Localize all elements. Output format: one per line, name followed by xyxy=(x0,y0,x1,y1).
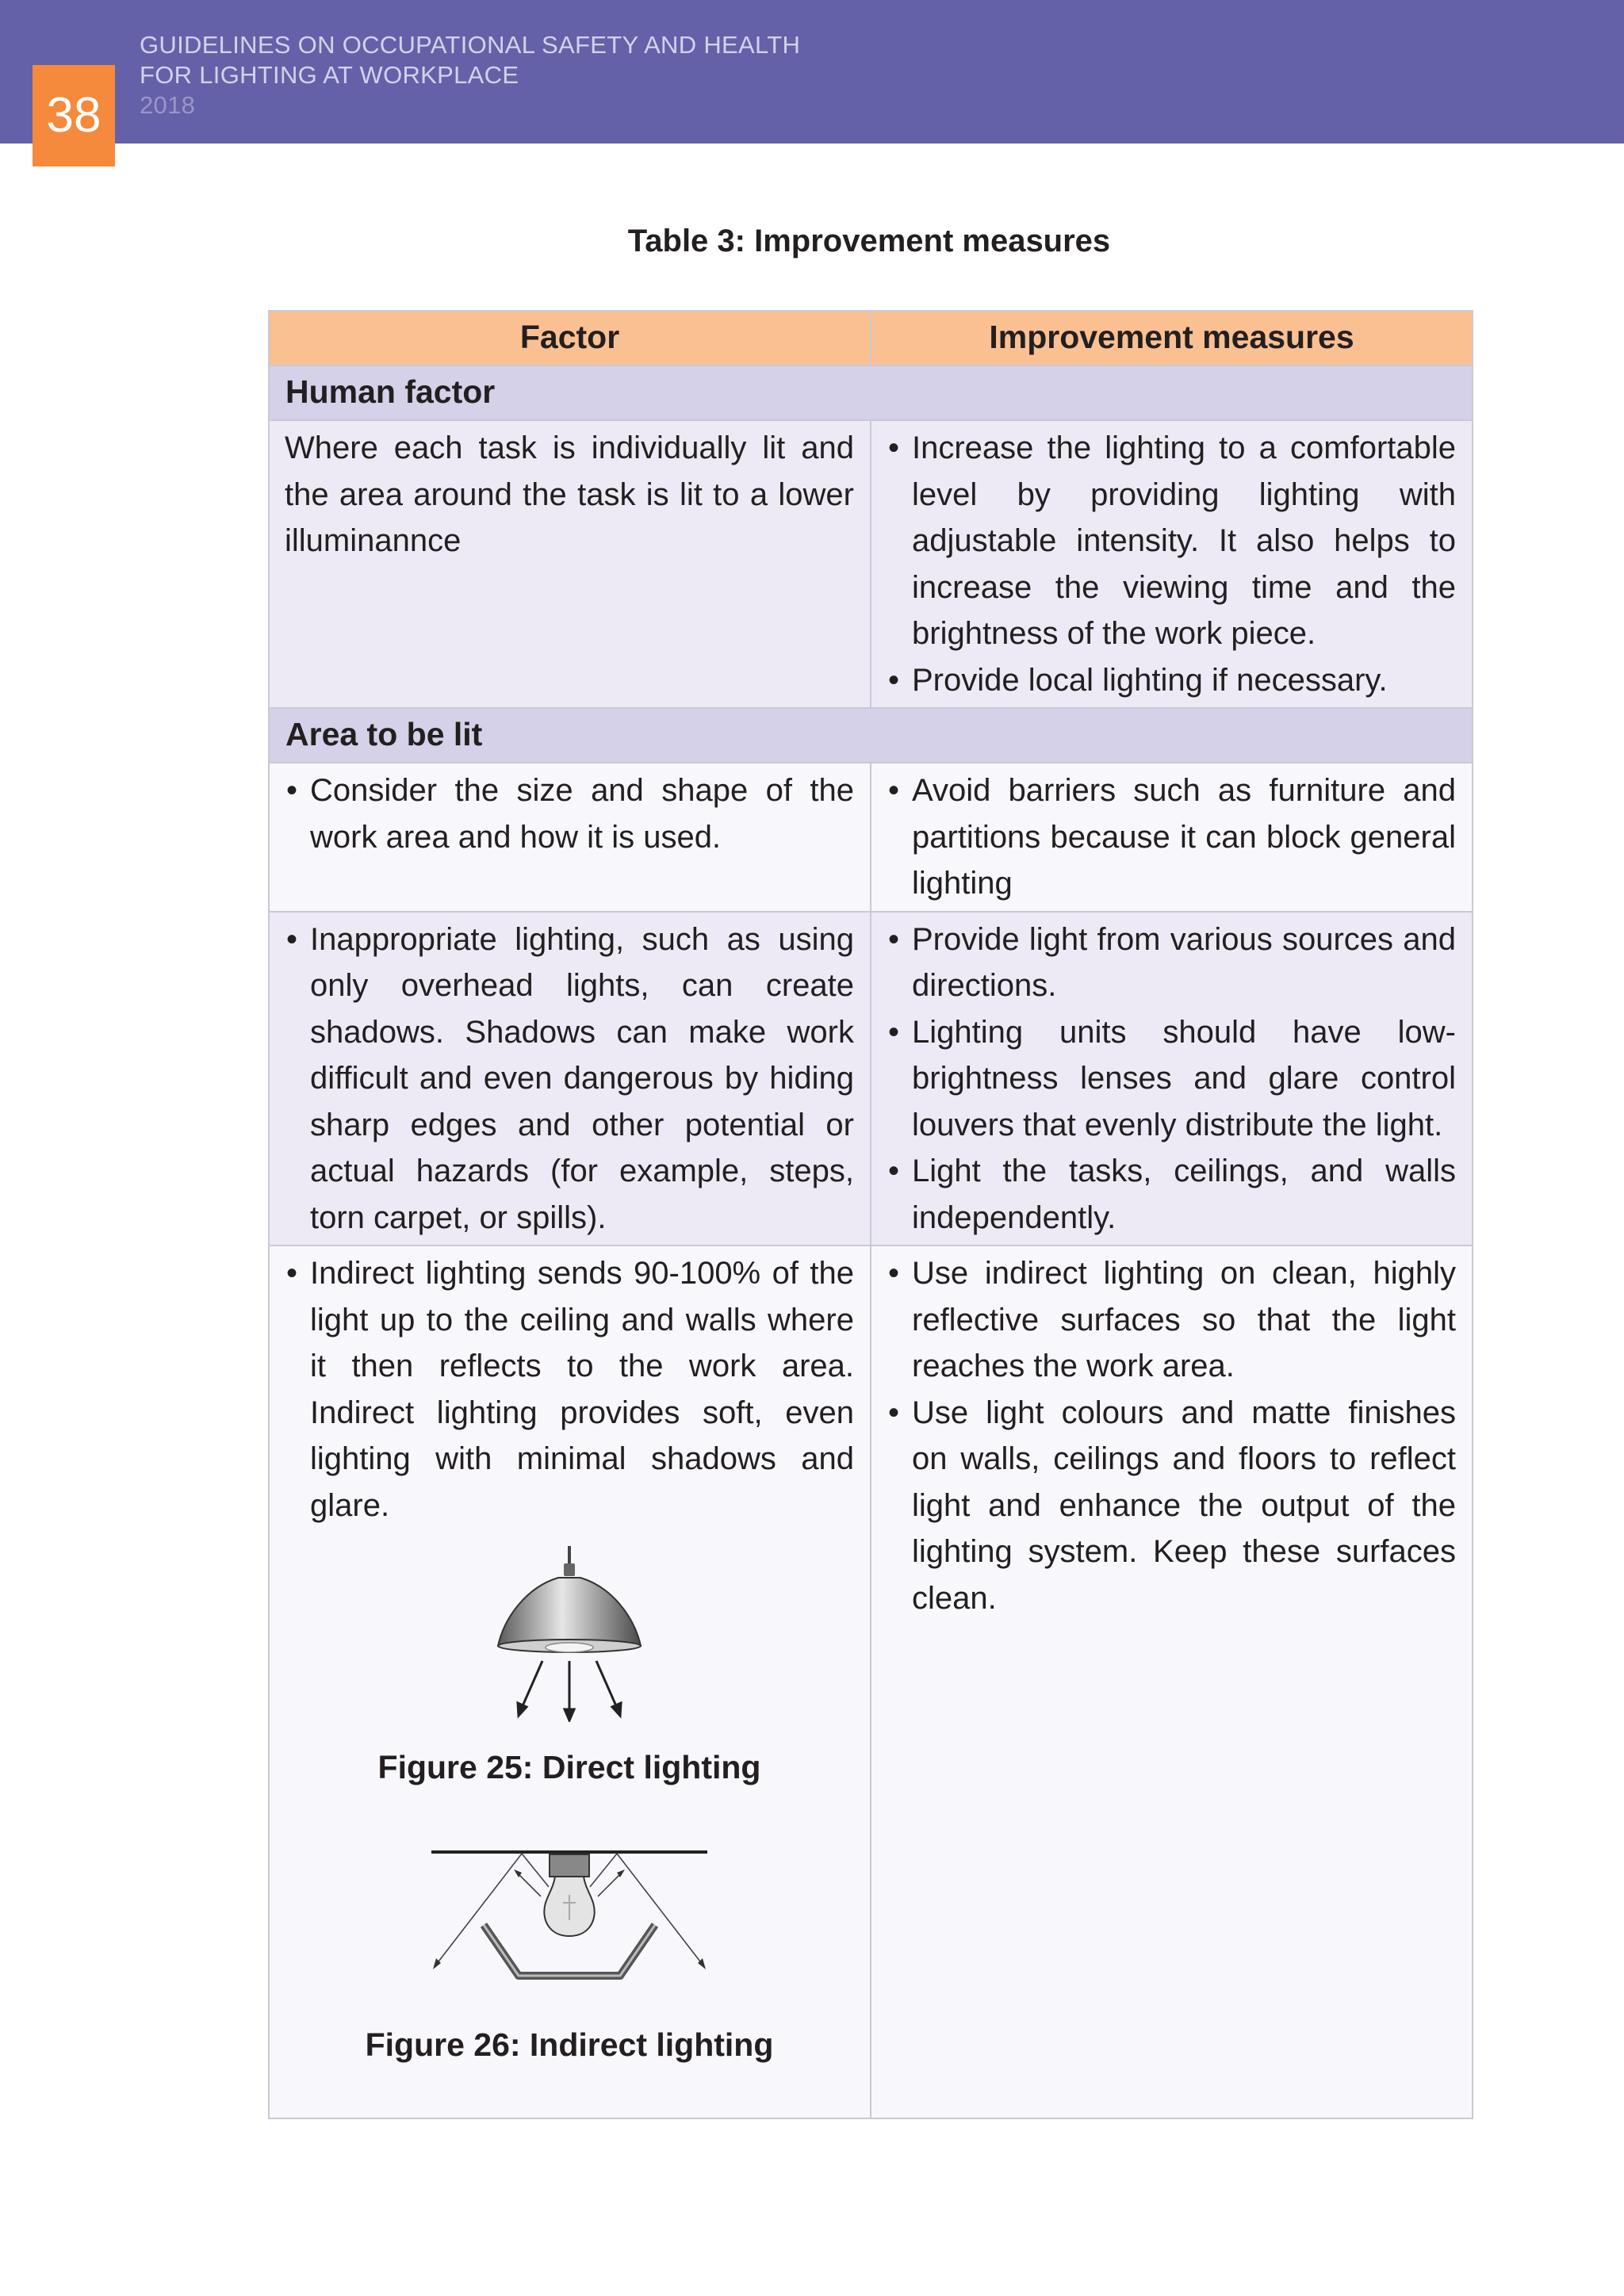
figure-direct-lighting xyxy=(285,1546,854,1790)
factor-cell xyxy=(269,763,871,912)
measures-cell xyxy=(871,912,1473,1246)
factor-item: • Inappropriate lighting, such as using only overhead lights, can create shadows. Shadows can make work difficult and even dangerous by hiding sharp edges and other potential or actual hazards (for example, steps, torn carpet, or spills). xyxy=(285,916,854,1242)
measures-cell xyxy=(871,763,1473,912)
measures-cell xyxy=(871,420,1473,708)
measure-item: • Increase the lighting to a comfortable level by providing lighting with adjustable intensity. It also helps to increase the viewing time and the brightness of the work piece. xyxy=(887,425,1456,657)
improvement-measures-table xyxy=(268,310,1473,2119)
document-year: 2018 xyxy=(140,91,196,119)
table-row xyxy=(269,912,1473,1246)
measure-item: • Avoid barriers such as furniture and partitions because it can block general lighting xyxy=(887,767,1456,907)
page-number: 38 xyxy=(33,65,115,166)
table-row xyxy=(269,1246,1473,2118)
figure-indirect-lighting xyxy=(285,1847,854,2068)
section-row-human-factor xyxy=(269,365,1473,420)
measure-item: • Use indirect lighting on clean, highly reflective surfaces so that the light reaches the work area. xyxy=(887,1250,1456,1390)
measure-item: • Light the tasks, ceilings, and walls independently. xyxy=(887,1148,1456,1241)
table-title: Table 3: Improvement measures xyxy=(627,224,1111,258)
factor-item: • Indirect lighting sends 90-100% of the light up to the ceiling and walls where it then reflects to the work area. Indirect lighting provides soft, even lighting with minimal shadows and glare. xyxy=(285,1250,854,1529)
figure-26-caption: Figure 26: Indirect lighting xyxy=(365,2026,774,2063)
figure-25-caption: Figure 25: Direct lighting xyxy=(377,1749,761,1785)
table-row xyxy=(269,763,1473,912)
column-header-measures: Improvement measures xyxy=(871,311,1473,365)
page-header xyxy=(0,0,1624,144)
table-header-row xyxy=(269,311,1473,365)
pendant-lamp-direct-light-icon xyxy=(495,1546,644,1722)
bulb-reflector-indirect-light-icon xyxy=(430,1847,709,1988)
document-title xyxy=(140,30,800,121)
document-title-line2: FOR LIGHTING AT WORKPLACE xyxy=(140,61,519,89)
section-label: Area to be lit xyxy=(269,708,1473,763)
factor-cell xyxy=(269,912,871,1246)
measure-item: • Provide light from various sources and directions. xyxy=(887,916,1456,1009)
column-header-factor: Factor xyxy=(269,311,871,365)
measure-item: • Provide local lighting if necessary. xyxy=(887,657,1456,704)
factor-cell: Where each task is individually lit and the area around the task is lit to a lower illuminannce xyxy=(269,420,871,708)
factor-item: • Consider the size and shape of the work area and how it is used. xyxy=(285,767,854,860)
section-row-area-to-be-lit xyxy=(269,708,1473,763)
measure-item: • Lighting units should have low-brightness lenses and glare control louvers that evenly distribute the light. xyxy=(887,1009,1456,1149)
factor-cell xyxy=(269,1246,871,2118)
section-label: Human factor xyxy=(269,365,1473,420)
measure-item: • Use light colours and matte finishes on walls, ceilings and floors to reflect light and enhance the output of the lighting system. Keep these surfaces clean. xyxy=(887,1390,1456,1622)
document-title-line1: GUIDELINES ON OCCUPATIONAL SAFETY AND HEALTH xyxy=(140,31,801,59)
table-row xyxy=(269,420,1473,708)
measures-cell xyxy=(871,1246,1473,2118)
